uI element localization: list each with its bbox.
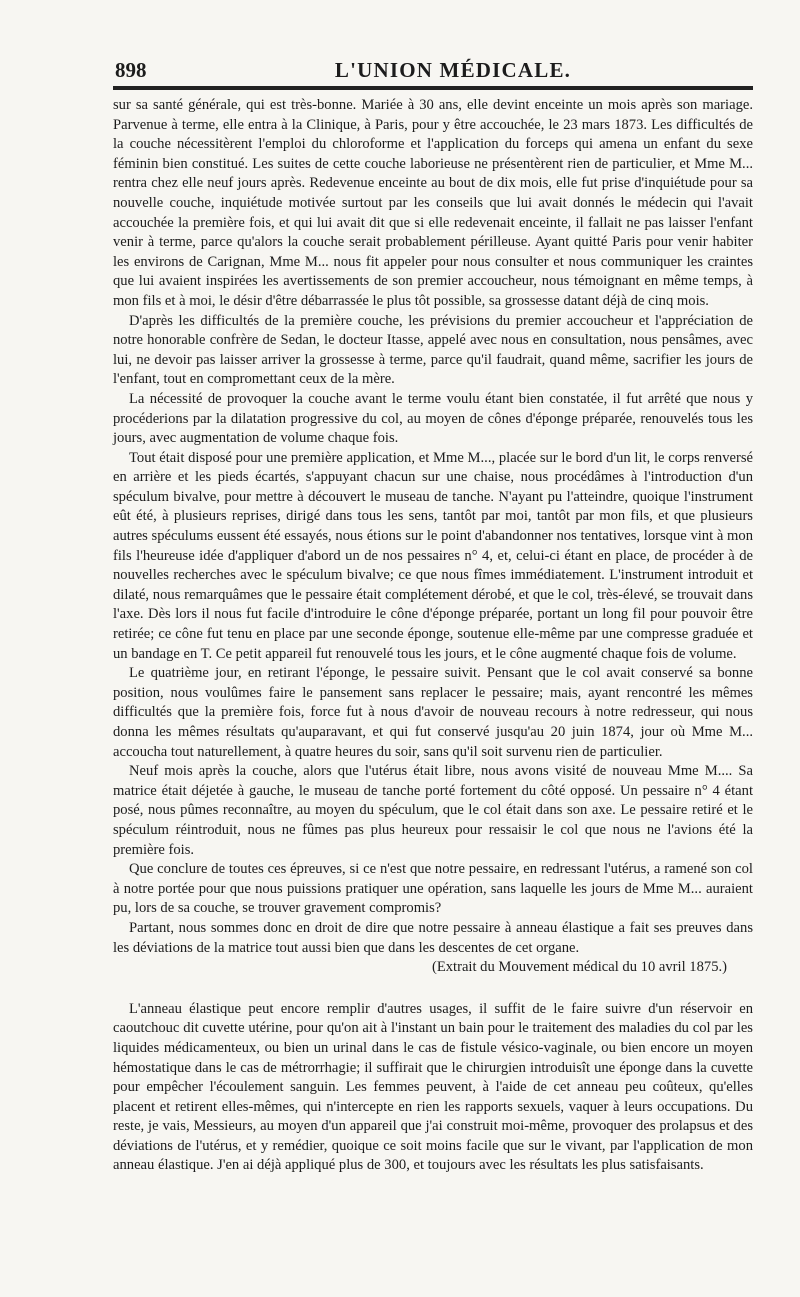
paragraph: Tout était disposé pour une première application, et Mme M..., placée sur le bord d'un lit, le corps renversé en arrière et les pieds écartés, s'appuyant chacun sur une chaise, nous procédâmes à l'introduction d'un spéculum bivalve, pour mettre à découvert le museau de tanche. N'ayant pu l'atteindre, quoique l'instrument eût été, à plusieurs reprises, dirigé dans tous les sens, tantôt par moi, tantôt par mon fils, et que plusieurs autres spéculums eussent été essayés, nous étions sur le point d'abandonner nos tentatives, lorsque vint à mon fils l'heureuse idée d'appliquer d'abord un de nos pessaires n° 4, et, celui-ci étant en place, de procéder à de nouvelles recherches avec le spéculum bivalve; ce que nous fîmes immédiatement. L'instrument introduit et dilaté, nous remarquâmes que le pessaire était complétement dérobé, et que le col, très-élevé, se trouvait dans l'axe. Dès lors il nous fut facile d'introduire le cône d'éponge préparée, portant un long fil pour pouvoir être retirée; ce cône fut tenu en place par une seconde éponge, soutenue elle-même par une compresse graduée et un bandage en T. Ce petit appareil fut renouvelé tous les jours, et le cône augmenté chaque fois de volume.	[113, 449, 753, 662]
section-gap	[113, 978, 753, 1000]
closing-paragraph: L'anneau élastique peut encore remplir d'autres usages, il suffit de le faire suivre d'un réservoir en caoutchouc dit cuvette utérine, pour qu'on ait à l'instant un bain pour le traitement des maladies du col par les liquides médicamenteux, ou bien un urinal dans le cas de fistule vésico-vaginale, ou bien encore un moyen hémostatique dans le cas de métrorrhagie; il suffirait que le chirurgien introduisît une éponge dans la cuvette pour empêcher l'écoulement sanguin. Les femmes peuvent, à l'aide de cet anneau peu coûteux, qu'elles placent et retirent elles-mêmes, qui n'intercepte en rien les rapports sexuels, vaquer à leurs occupations. Du reste, je vais, Messieurs, au moyen d'un appareil que j'ai construit moi-même, provoquer des prolapsus et des déviations de l'utérus, et y remédier, quoique ce soit moins facile que sur le vivant, par l'application de mon anneau élastique. J'en ai déjà appliqué plus de 300, et toujours avec les résultats les plus satisfaisants.	[113, 1000, 753, 1174]
source-citation: (Extrait du Mouvement médical du 10 avril 1875.)	[431, 959, 727, 976]
paragraph: Le quatrième jour, en retirant l'éponge, le pessaire suivit. Pensant que le col avait conservé sa bonne position, nous voulûmes faire le pansement sans replacer le pessaire; mais, ayant rencontré les mêmes difficultés que la première fois, force fut à nous d'avoir de nouveau recours à notre redresseur, qui nous donna les mêmes résultats qu'auparavant, et qui fut conservé jusqu'au 20 juin 1874, jour où Mme M... accoucha tout naturellement, à quatre heures du soir, sans qu'il soit survenu rien de particulier.	[113, 665, 753, 760]
header-rule	[113, 86, 753, 90]
paragraph: D'après les difficultés de la première couche, les prévisions du premier accoucheur et l'appréciation de notre honorable confrère de Sedan, le docteur Itasse, appelé avec nous en consultation, nous pensâmes, avec lui, ne devoir pas laisser arriver la grossesse à terme, parce qu'il faudrait, quand même, sacrifier les jours de l'enfant, tout en compromettant ceux de la mère.	[113, 312, 753, 388]
paragraph: Partant, nous sommes donc en droit de dire que notre pessaire à anneau élastique a fait ses preuves dans les déviations de la matrice tout aussi bien que dans les descentes de cet organe.	[113, 919, 753, 956]
paragraph: La nécessité de provoquer la couche avant le terme voulu étant bien constatée, il fut arrêté que nous y procéderions par la dilatation progressive du col, au moyen de cônes d'éponge préparée, renouvelés tous les jours, avec augmentation de volume chaque fois.	[113, 390, 753, 447]
page-header	[113, 50, 753, 80]
paragraph: sur sa santé générale, qui est très-bonne. Mariée à 30 ans, elle devint enceinte un mois après son mariage. Parvenue à terme, elle entra à la Clinique, à Paris, pour y être accouchée, le 23 mars 1873. Les difficultés de la couche nécessitèrent l'emploi du chloroforme et l'application du forceps qui amena un enfant du sexe féminin bien constitué. Les suites de cette couche laborieuse ne présentèrent rien de particulier, et Mme M... rentra chez elle neuf jours après. Redevenue enceinte au bout de dix mois, elle fut prise d'inquiétude pour sa nouvelle couche, inquiétude motivée surtout par les conseils que lui avait donnés le médecin qui l'avait accouchée la première fois, et qui lui avait dit que si elle redevenait enceinte, il fallait ne pas laisser l'enfant venir à terme, parce qu'alors la couche serait probablement périlleuse. Ayant quitté Paris pour venir habiter les environs de Carignan, Mme M... nous fit appeler pour nous consulter et nous communiquer les craintes que lui avaient inspirées les avertissements de son premier accoucheur, nous témoignant en même temps, à mon fils et à moi, le désir d'être débarrassée le plus tôt possible, sa grossesse datant déjà de cinq mois.	[113, 97, 753, 309]
article-body	[113, 96, 753, 1176]
journal-title: L'UNION MÉDICALE.	[334, 58, 572, 82]
paragraph: Neuf mois après la couche, alors que l'utérus était libre, nous avons visité de nouveau Mme M.... Sa matrice était déjetée à gauche, le museau de tanche porté fortement du côté opposé. Un pessaire n° 4 étant posé, nous pûmes reconnaître, au moyen du spéculum, que le col était dans son axe. Le pessaire retiré et le spéculum réintroduit, nous ne fûmes pas plus heureux pour ressaisir le col que nous ne l'avions été la première fois.	[113, 763, 753, 858]
page-number: 898	[115, 58, 147, 82]
paragraph: Que conclure de toutes ces épreuves, si ce n'est que notre pessaire, en redressant l'utérus, a ramené son col à notre portée pour que nous puissions pratiquer une opération, sans laquelle les jours de Mme M... auraient pu, lors de sa couche, se trouver gravement compromis?	[113, 861, 753, 917]
